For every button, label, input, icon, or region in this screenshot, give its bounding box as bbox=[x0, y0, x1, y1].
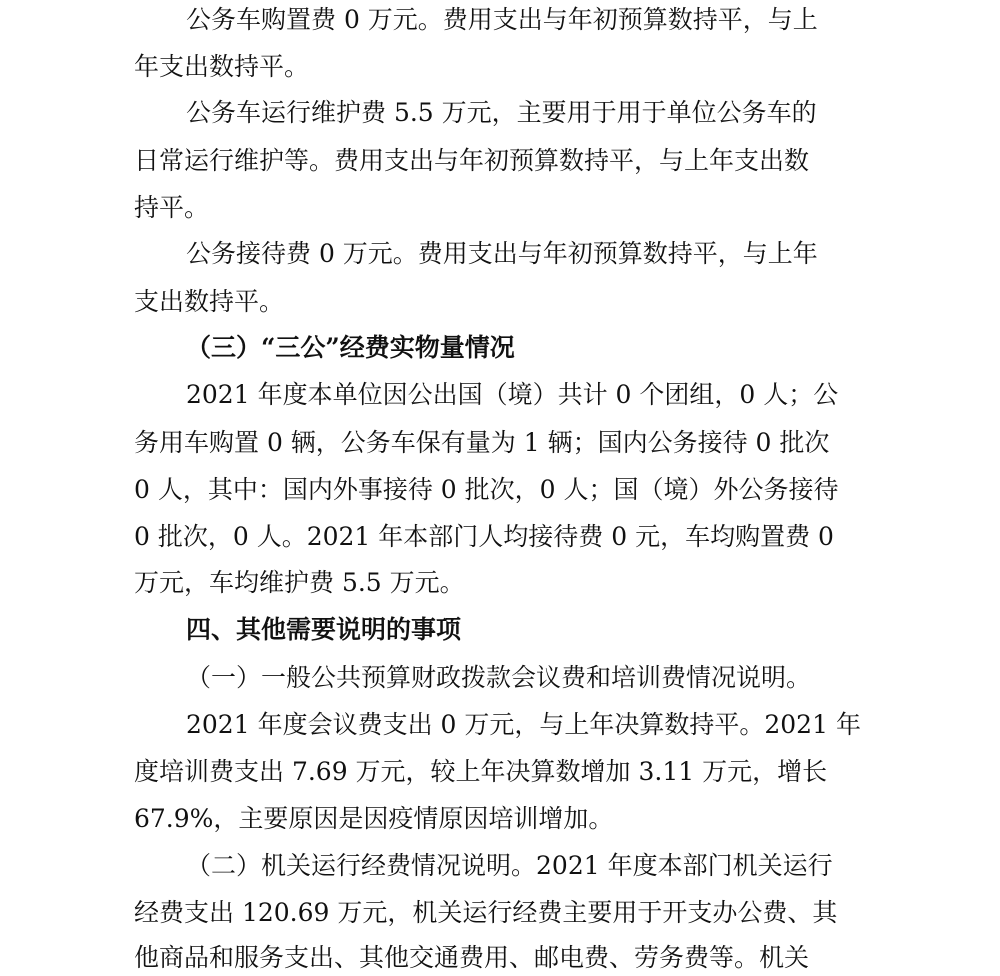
section-heading: 四、其他需要说明的事项 bbox=[186, 615, 462, 644]
paragraph-line: （二）机关运行经费情况说明。2021 年度本部门机关运行 bbox=[186, 851, 833, 880]
paragraph-line: 经费支出 120.69 万元，机关运行经费主要用于开支办公费、其 bbox=[134, 898, 838, 927]
paragraph-line: 0 批次，0 人。2021 年本部门人均接待费 0 元，车均购置费 0 bbox=[134, 522, 834, 551]
paragraph-line: 67.9%，主要原因是因疫情原因培训增加。 bbox=[134, 804, 614, 833]
paragraph-line: 公务接待费 0 万元。费用支出与年初预算数持平，与上年 bbox=[186, 239, 818, 268]
section-subheading: （三）“三公”经费实物量情况 bbox=[186, 333, 515, 362]
paragraph-line: 他商品和服务支出、其他交通费用、邮电费、劳务费等。机关 bbox=[134, 943, 810, 972]
paragraph-line: 度培训费支出 7.69 万元，较上年决算数增加 3.11 万元，增长 bbox=[134, 757, 828, 786]
paragraph-line: 务用车购置 0 辆，公务车保有量为 1 辆；国内公务接待 0 批次 bbox=[134, 428, 830, 457]
paragraph-line: 持平。 bbox=[134, 193, 210, 222]
paragraph-line: 2021 年度会议费支出 0 万元，与上年决算数持平。2021 年 bbox=[186, 710, 861, 739]
paragraph-line: 年支出数持平。 bbox=[134, 52, 310, 81]
paragraph-line: 公务车购置费 0 万元。费用支出与年初预算数持平，与上 bbox=[186, 5, 818, 34]
paragraph-line: 支出数持平。 bbox=[134, 287, 285, 316]
paragraph-line: 公务车运行维护费 5.5 万元，主要用于用于单位公务车的 bbox=[186, 98, 817, 127]
paragraph-line: 日常运行维护等。费用支出与年初预算数持平，与上年支出数 bbox=[134, 146, 810, 175]
paragraph-line: （一）一般公共预算财政拨款会议费和培训费情况说明。 bbox=[186, 663, 812, 692]
paragraph-line: 2021 年度本单位因公出国（境）共计 0 个团组，0 人；公 bbox=[186, 380, 839, 409]
paragraph-line: 万元，车均维护费 5.5 万元。 bbox=[134, 568, 465, 597]
paragraph-line: 0 人，其中：国内外事接待 0 批次，0 人；国（境）外公务接待 bbox=[134, 475, 839, 504]
